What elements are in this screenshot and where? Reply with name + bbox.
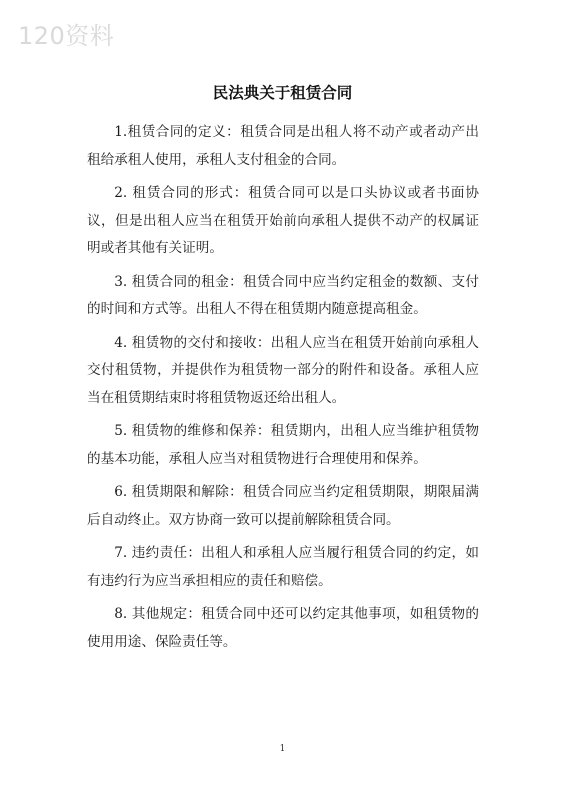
page-number: 1 [279,744,286,754]
paragraph-maintenance: 5. 租赁物的维修和保养：租赁期内，出租人应当维护租赁物的基本功能，承租人应当对租赁物进行合理使用和保养。 [87,423,479,467]
paragraph-liability: 7. 违约责任：出租人和承租人应当履行租赁合同的约定，如有违约行为应当承担相应的责任和赔偿。 [87,545,479,589]
paragraph-other: 8. 其他规定：租赁合同中还可以约定其他事项，如租赁物的使用用途、保险责任等。 [87,606,479,650]
paragraph-rent: 3. 租赁合同的租金：租赁合同中应当约定租金的数额、支付的时间和方式等。出租人不得在租赁期内随意提高租金。 [87,273,479,317]
paragraph-form: 2. 租赁合同的形式：租赁合同可以是口头协议或者书面协议，但是出租人应当在租赁开始前向承租人提供不动产的权属证明或者其他有关证明。 [87,185,479,256]
paragraph-term: 6. 租赁期限和解除：租赁合同应当约定租赁期限，期限届满后自动终止。双方协商一致可以提前解除租赁合同。 [87,484,479,528]
watermark: 120资料 [18,22,115,50]
paragraph-definition: 1.租赁合同的定义：租赁合同是出租人将不动产或者动产出租给承租人使用，承租人支付租金的合同。 [87,124,479,168]
paragraph-delivery: 4. 租赁物的交付和接收：出租人应当在租赁开始前向承租人交付租赁物，并提供作为租赁物一部分的附件和设备。承租人应当在租赁期结束时将租赁物返还给出租人。 [87,334,479,406]
document-title: 民法典关于租赁合同 [212,83,353,102]
document-body [87,119,479,662]
